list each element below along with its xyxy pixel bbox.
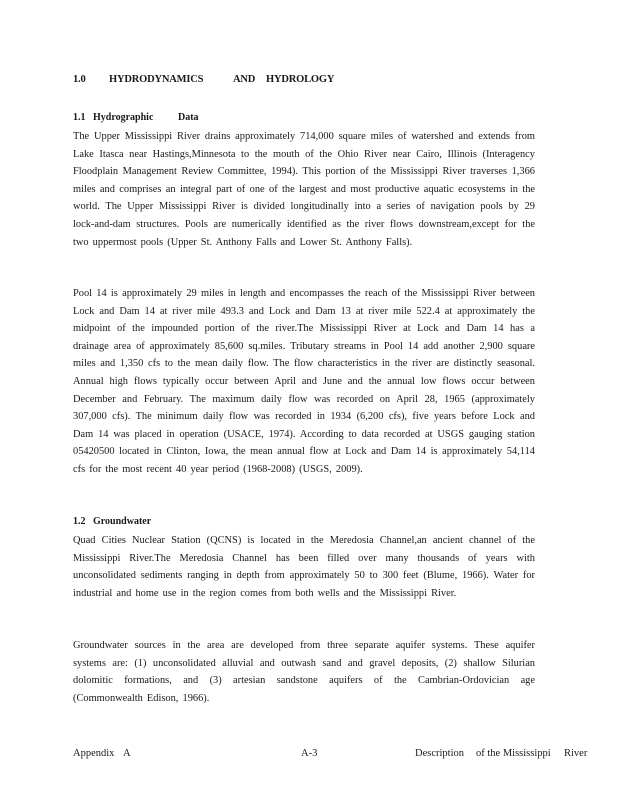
footer-description-end: River: [564, 748, 588, 759]
subsection-title-word2: Data: [178, 112, 199, 123]
subsection-title-word1: Hydrographic: [93, 112, 154, 123]
heading-word-and: AND: [233, 74, 256, 85]
heading-number: 1.0: [73, 74, 86, 85]
heading-word-hydrodynamics: HYDRODYNAMICS: [109, 74, 204, 85]
footer-description-rest: of the Mississippi: [476, 748, 551, 759]
paragraph-aquifers: Groundwater sources in the area are developed from three separate aquifer systems. These aquifer systems are: (1) unconsolidated alluvial and outwash sand and gravel deposits, (2) shallow Silurian dolomitic formations, and (3) artesian sandstone aquifers of the Cambrian-Ordovician age (Commonwealth Edison, 1966).: [73, 640, 535, 704]
subsection-title: Groundwater: [93, 516, 152, 527]
subsection-number: 1.1: [73, 112, 86, 123]
paragraph-upper-mississippi: The Upper Mississippi River drains approximately 714,000 square miles of watershed and extends from Lake Itasca near Hastings,Minnesota to the mouth of the Ohio River near Cairo, Illinois (Interagency Floodplain Management Review Committee, 1994). This portion of the Mississippi River traverses 1,366 miles and comprises an integral part of one of the largest and most productive aquatic ecosystems in the world. The Upper Mississippi River is divided longitudinally into a series of navigation pools by 29 lock-and-dam structures. Pools are numerically identified as the river flows downstream,except for the two uppermost pools (Upper St. Anthony Falls and Lower St. Anthony Falls).: [73, 131, 535, 248]
footer-description: Description: [415, 748, 464, 759]
subsection-number: 1.2: [73, 516, 86, 527]
footer-appendix: Appendix: [73, 748, 115, 759]
footer-page-number: A-3: [301, 748, 318, 759]
heading-word-hydrology: HYDROLOGY: [266, 74, 335, 85]
paragraph-qcns: Quad Cities Nuclear Station (QCNS) is located in the Meredosia Channel,an ancient channel of the Mississippi River.The Meredosia Channel has been filled over many thousands of years with unconsolidated sediments ranging in depth from approximately 50 to 300 feet (Blume, 1966). Water for industrial and home use in the region comes from both wells and the Mississippi River.: [73, 535, 535, 599]
paragraph-pool-14: Pool 14 is approximately 29 miles in length and encompasses the reach of the Mississippi River between Lock and Dam 14 at river mile 493.3 and Lock and Dam 13 at river mile 522.4 at approximately the midpoint of the impounded portion of the river.The Mississippi River at Lock and Dam 14 has a drainage area of approximately 85,600 sq.miles. Tributary streams in Pool 14 add another 2,900 square miles and 1,350 cfs to the mean daily flow. The flow characteristics in the river are distinctly seasonal. Annual high flows typically occur between April and June and the annual low flows occur between December and February. The maximum daily flow was recorded on April 28, 1965 (approximately 307,000 cfs). The minimum daily flow was recorded in 1934 (6,200 cfs), five years before Lock and Dam 14 was placed in operation (USACE, 1974). According to data recorded at USGS gauging station 05420500 located in Clinton, Iowa, the mean annual flow at Lock and Dam 14 is approximately 54,114 cfs for the most recent 40 year period (1968-2008) (USGS, 2009).: [73, 288, 535, 475]
footer-appendix-letter: A: [123, 748, 131, 759]
